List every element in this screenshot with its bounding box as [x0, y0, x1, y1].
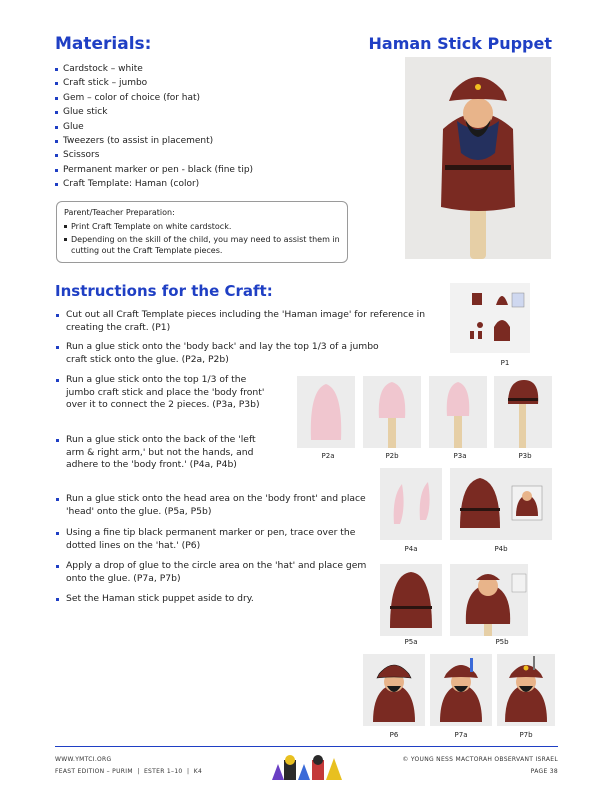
caption-p7b: P7b: [519, 731, 533, 739]
caption-p4a: P4a: [404, 545, 418, 553]
footer-copyright: © YOUNG NESS MACTORAH OBSERVANT ISRAEL: [402, 756, 558, 763]
body-front-illustration: [494, 376, 552, 448]
footer-edition: [55, 768, 202, 775]
instruction-step: Set the Haman stick puppet aside to dry.: [56, 593, 380, 606]
glued-stick-illustration: [429, 376, 487, 448]
logo-icon: [270, 754, 348, 782]
caption-p3a: P3a: [453, 452, 467, 460]
photo-p1: [450, 283, 530, 353]
footer-reference: ESTER 1–10: [143, 768, 183, 775]
puppet-hero-photo: [405, 57, 551, 259]
prep-title: Parent/Teacher Preparation:: [64, 208, 175, 217]
photo-p3a: [429, 376, 487, 448]
caption-p1: P1: [500, 359, 510, 367]
footer-edition-text: FEAST EDITION – PURIM: [55, 768, 133, 775]
prep-box: [56, 201, 348, 263]
list-item: Permanent marker or pen - black (fine tip): [55, 163, 253, 177]
footer-divider: [55, 746, 558, 747]
photo-p2b: [363, 376, 421, 448]
caption-p3b: P3b: [518, 452, 532, 460]
instruction-step: Run a glue stick onto the back of the 'left arm & right arm,' but not the hands, and adhere to the 'body front.' (P4a, P4b): [56, 434, 274, 472]
list-item: Tweezers (to assist in placement): [55, 134, 253, 148]
list-item: Scissors: [55, 148, 253, 162]
list-item: Gem – color of choice (for hat): [55, 91, 253, 105]
photo-p7a: [430, 654, 492, 726]
list-item: Craft stick – jumbo: [55, 76, 253, 90]
photo-p7b: [497, 654, 555, 726]
head-glue-illustration: [380, 564, 442, 636]
caption-p6: P6: [389, 731, 399, 739]
instructions-heading: Instructions for the Craft:: [55, 282, 273, 300]
arms-attached-illustration: [450, 468, 552, 540]
caption-p7a: P7a: [454, 731, 468, 739]
instruction-step: Run a glue stick onto the head area on the 'body front' and place 'head' onto the glue. (P5a, P5b): [56, 493, 380, 518]
head-placed-illustration: [450, 564, 528, 636]
caption-p2b: P2b: [385, 452, 399, 460]
photo-p3b: [494, 376, 552, 448]
instruction-step: Using a fine tip black permanent marker or pen, trace over the dotted lines on the 'hat.' (P6): [56, 527, 380, 552]
arms-illustration: [380, 468, 442, 540]
footer-logo: [270, 754, 348, 782]
hat-traced-illustration: [363, 654, 425, 726]
instruction-step: Run a glue stick onto the top 1/3 of the jumbo craft stick and place the 'body front' over it to connect the 2 pieces. (P3a, P3b): [56, 374, 274, 412]
list-item: Glue stick: [55, 105, 253, 119]
caption-p5b: P5b: [495, 638, 509, 646]
photo-p5a: [380, 564, 442, 636]
caption-p4b: P4b: [494, 545, 508, 553]
photo-p5b: [450, 564, 528, 636]
gem-placed-illustration: [497, 654, 555, 726]
photo-p6: [363, 654, 425, 726]
instruction-step: Apply a drop of glue to the circle area on the 'hat' and place gem onto the glue. (P7a, P7b): [56, 560, 380, 585]
prep-item: Print Craft Template on white cardstock.: [64, 221, 340, 232]
list-item: Glue: [55, 120, 253, 134]
footer-website[interactable]: WWW.YMTCI.ORG: [55, 756, 112, 763]
footer-grade: K4: [193, 768, 203, 775]
caption-p2a: P2a: [321, 452, 335, 460]
template-pieces-illustration: [450, 283, 530, 353]
photo-p4b: [450, 468, 552, 540]
materials-list: [55, 62, 253, 192]
body-back-illustration: [297, 376, 355, 448]
photo-p4a: [380, 468, 442, 540]
list-item: Craft Template: Haman (color): [55, 177, 253, 191]
instruction-step: Cut out all Craft Template pieces including the 'Haman image' for reference in creating the craft. (P1): [56, 309, 434, 334]
footer-separator: |: [135, 768, 144, 775]
puppet-illustration: [405, 57, 551, 259]
caption-p5a: P5a: [404, 638, 418, 646]
craft-title: Haman Stick Puppet: [368, 34, 552, 53]
instruction-step: Run a glue stick onto the 'body back' and lay the top 1/3 of a jumbo craft stick onto the glue. (P2a, P2b): [56, 341, 396, 366]
footer-separator: |: [184, 768, 194, 775]
list-item: Cardstock – white: [55, 62, 253, 76]
photo-p2a: [297, 376, 355, 448]
materials-heading: Materials:: [55, 34, 152, 54]
prep-item: Depending on the skill of the child, you may need to assist them in cutting out the Craft Template pieces.: [64, 234, 340, 256]
glue-drop-illustration: [430, 654, 492, 726]
footer-page: PAGE 38: [530, 768, 558, 775]
body-stick-illustration: [363, 376, 421, 448]
